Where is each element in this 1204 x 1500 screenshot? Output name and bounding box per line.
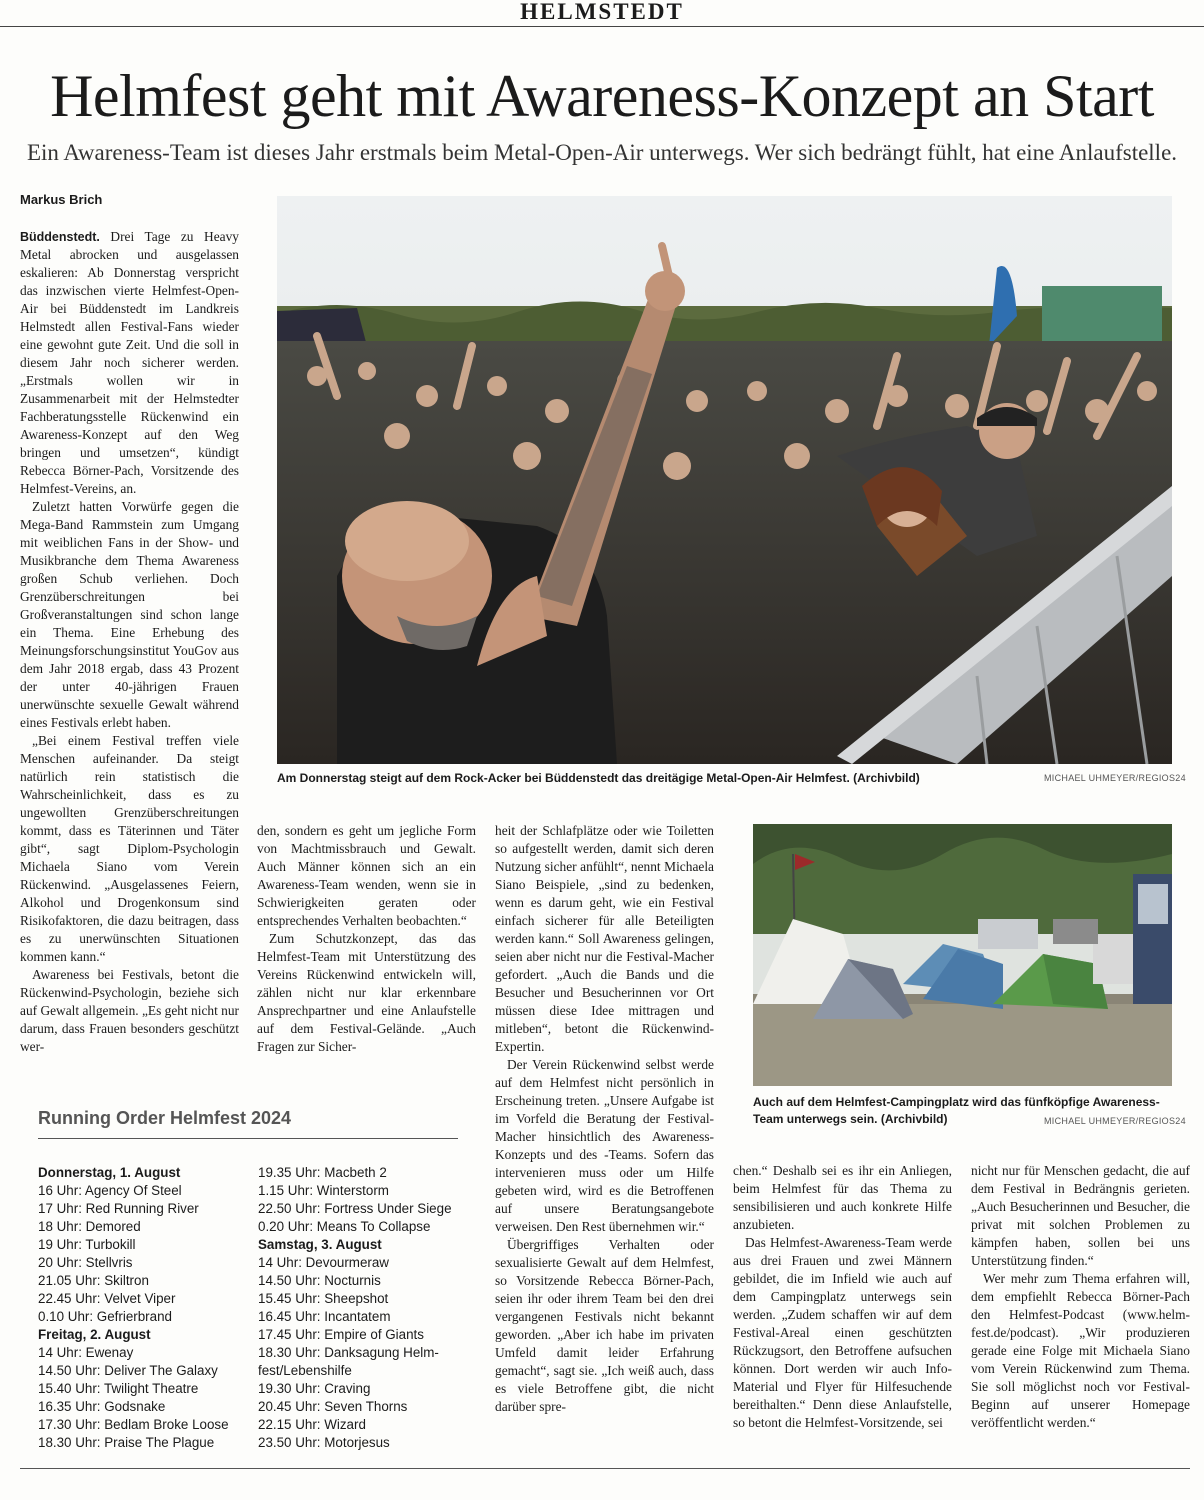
running-order-day: Samstag, 3. August	[258, 1237, 382, 1252]
running-order-slot: 22.50 Uhr: Fortress Under Siege	[258, 1201, 452, 1216]
running-order-slot: 17.45 Uhr: Empire of Giants	[258, 1327, 424, 1342]
running-order-slot: 18.30 Uhr: Praise The Plague	[38, 1435, 215, 1450]
author-byline: Markus Brich	[20, 192, 103, 207]
article-column-4	[733, 1162, 952, 1432]
running-order-slot: 19.35 Uhr: Macbeth 2	[258, 1165, 387, 1180]
running-order-slot: 16.45 Uhr: Incantatem	[258, 1309, 391, 1324]
running-order-slot: 16.35 Uhr: Godsnake	[38, 1399, 166, 1414]
running-order-slot: 15.40 Uhr: Twilight Theatre	[38, 1381, 199, 1396]
section-header	[0, 0, 1204, 27]
running-order-slot: 20 Uhr: Stellvris	[38, 1255, 133, 1270]
running-order-slot: 22.45 Uhr: Velvet Viper	[38, 1291, 176, 1306]
paragraph: Awareness bei Festivals, betont die Rückenwind-Psychologin, beziehe sich auf Gewalt allgemein. „Es geht nicht nur darum, dass Frauen besonders geschützt wer-	[20, 967, 240, 1054]
photo-credit: MICHAEL UHMEYER/REGIOS24	[1044, 773, 1186, 783]
running-order-slot: 15.45 Uhr: Sheepshot	[258, 1291, 389, 1306]
article-column-2	[257, 822, 476, 1056]
photo-caption: Am Donnerstag steigt auf dem Rock-Acker bei Büddenstedt das dreitägige Metal-Open-Air Helmfest. (Archivbild)	[277, 771, 920, 785]
running-order-slot: 19.30 Uhr: Craving	[258, 1381, 371, 1396]
photo-credit: MICHAEL UHMEYER/REGIOS24	[1044, 1116, 1186, 1126]
paragraph: Das Helmfest-Awareness-Team werde aus drei Frauen und zwei Männern gebildet, die im Infield wie auch auf dem Campingplatz unterwegs sein werden. „Zudem schaffen wir auf dem Festival-Areal einen geschützten Rückzugsort, den Betroffene aufsuchen können. Dort werden wir auch Info-Material und Flyer für Hilfesuchende bereithalten.“ Denn diese Anlaufstelle, so betont die Helmfest-Vorsitzende, sei	[733, 1235, 952, 1430]
running-order-slot: 17 Uhr: Red Running River	[38, 1201, 199, 1216]
article-column-3	[495, 822, 714, 1416]
running-order-slot: 0.20 Uhr: Means To Collapse	[258, 1219, 431, 1234]
running-order-slot: 14.50 Uhr: Nocturnis	[258, 1273, 381, 1288]
divider	[38, 1138, 458, 1139]
running-order-slot: 14 Uhr: Ewenay	[38, 1345, 134, 1360]
article-column-5	[971, 1162, 1190, 1432]
paragraph: chen.“ Deshalb sei es ihr ein Anliegen, beim Helmfest für das Thema zu sensibilisieren und auch konkrete Hilfe anzubieten.	[733, 1163, 952, 1232]
running-order-slot: 18 Uhr: Demored	[38, 1219, 141, 1234]
concert-crowd-photo	[277, 196, 1172, 764]
running-order-slot: 1.15 Uhr: Winterstorm	[258, 1183, 389, 1198]
dateline: Büddenstedt.	[20, 230, 100, 244]
running-order-day: Freitag, 2. August	[38, 1327, 151, 1342]
running-order-column-1	[38, 1164, 248, 1452]
running-order-slot: 19 Uhr: Turbokill	[38, 1237, 136, 1252]
running-order-slot: 16 Uhr: Agency Of Steel	[38, 1183, 182, 1198]
paragraph: Büddenstedt. Drei Tage zu Heavy Metal abrocken und ausgelassen eskalieren: Ab Donnerstag verspricht das inzwischen vierte Helmfest-Open-Air bei Büddenstedt im Landkreis Helmstedt allen Festival-Fans wieder eine gewohnt gute Zeit. Und die soll in diesem Jahr noch sicherer werden. „Erstmals wollen wir in Zusammenarbeit mit der Helmstedter Fachberatungsstelle Rückenwind ein Awareness-Konzept auf den Weg bringen und umsetzen“, kündigt Rebecca Börner-Pach, Vorsitzende des Helmfest-Vereins, an.	[20, 229, 239, 496]
running-order-slot: 17.30 Uhr: Bedlam Broke Loose	[38, 1417, 229, 1432]
paragraph: den, sondern es geht um jegliche Form von Machtmissbrauch und Gewalt. Auch Männer können sich an ein Awareness-Team wenden, wenn sie in Schwierigkeiten geraten oder entsprechendes Verhalten beobachten.“	[257, 823, 476, 928]
paragraph: nicht nur für Menschen gedacht, die auf dem Festival in Bedrängnis gerieten. „Auch Besucherinnen und Besucher, die privat mit solchen Problemen zu kämpfen haben, sollen bei uns Unterstützung finden.“	[971, 1163, 1190, 1268]
paragraph: „Bei einem Festival treffen viele Menschen aufeinander. Da steigt natürlich rein statistisch die Wahrscheinlichkeit, dass es zu ungewollten Grenzüberschreitungen kommt, dass es Täterinnen und Täter gibt“, sagt Diplom-Psychologin Michaela Siano vom Verein Rückenwind. „Ausgelassenes Feiern, Alkohol und Drogenkonsum sind Risikofaktoren, die dazu beitragen, dass es zu unerwünschten Situationen kommen kann.“	[20, 733, 239, 964]
headline: Helmfest geht mit Awareness-Konzept an Start	[50, 63, 1154, 129]
running-order-slot: 0.10 Uhr: Gefrierbrand	[38, 1309, 172, 1324]
running-order-slot: 20.45 Uhr: Seven Thorns	[258, 1399, 408, 1414]
campsite-photo	[753, 824, 1172, 1086]
running-order-slot: 23.50 Uhr: Motorjesus	[258, 1435, 390, 1450]
photo-caption: Auch auf dem Helmfest-Campingplatz wird das fünfköpfige Awareness-Team unterwegs sein. (Archivbild)	[753, 1095, 1160, 1126]
running-order-slot: 22.15 Uhr: Wizard	[258, 1417, 366, 1432]
running-order-day: Donnerstag, 1. August	[38, 1165, 181, 1180]
bottom-rule	[20, 1468, 1190, 1469]
running-order-slot: 14.50 Uhr: Deliver The Galaxy	[38, 1363, 218, 1378]
subheadline: Ein Awareness-Team ist dieses Jahr erstmals beim Metal-Open-Air unterwegs. Wer sich bedrängt fühlt, hat eine Anlaufstelle.	[26, 140, 1178, 165]
paragraph: Zuletzt hatten Vorwürfe gegen die Mega-Band Rammstein zum Umgang mit weiblichen Fans in der Show- und Musikbranche dem Thema Awareness großen Schub verliehen. Doch Grenzüberschreitungen bei Großveranstaltungen sind schon lange ein Thema. Eine Erhebung des Meinungsforschungsinstitut YouGov aus dem Jahr 2018 ergab, dass 43 Prozent der unter 40-jährigen Frauen unerwünschte sexuelle Gewalt während eines Festivals erlebt haben.	[20, 499, 239, 730]
section-title: HELMSTEDT	[506, 0, 698, 24]
running-order-column-2	[258, 1164, 468, 1452]
article-column-1	[20, 228, 239, 1056]
paragraph: heit der Schlafplätze oder wie Toiletten so aufgestellt werden, damit sich deren Nutzung sicher anfühlt“, nennt Michaela Siano Beispiele, „sind zu bedenken, wenn es darum geht, wie ein Festival einfach sicherer für alle Beteiligten werden kann.“ Soll Awareness gelingen, seien aber nicht nur die Festival-Macher gefordert. „Auch die Bands und die Besucher und Besucherinnen vor Ort müssen diese Idee mittragen und mitleben“, betont die Rückenwind-Expertin.	[495, 823, 714, 1054]
running-order-slot: 21.05 Uhr: Skiltron	[38, 1273, 149, 1288]
paragraph: Zum Schutzkonzept, das das Helmfest-Team mit Unterstützung des Vereins Rückenwind entwickeln will, zählen nicht nur klar erkennbare Ansprechpartner und eine Anlaufstelle auf dem Festival-Gelände. „Auch Fragen zur Sicher-	[257, 931, 476, 1054]
paragraph: Übergriffiges Verhalten oder sexualisierte Gewalt auf dem Helmfest, so Vorsitzende Rebecca Börner-Pach, seien ihr oder ihrem Team bei den drei vergangenen Festivals nicht bekannt geworden. „Aber ich habe im privaten Umfeld damit leider Erfahrung gemacht“, sagt sie. „Ich weiß auch, dass es viele Betroffene gibt, die nicht darüber spre-	[495, 1237, 714, 1414]
running-order-title: Running Order Helmfest 2024	[38, 1108, 292, 1128]
paragraph: Wer mehr zum Thema erfahren will, dem empfiehlt Rebecca Börner-Pach den Helmfest-Podcast (www.helm-fest.de/podcast). „Wir produzieren gerade eine Folge mit Michaela Siano vom Verein Rückenwind zum Thema. Sie soll möglichst noch vor Festival-Beginn auf unserer Homepage veröffentlicht werden.“	[971, 1271, 1190, 1430]
running-order-slot: fest/Lebenshilfe	[258, 1363, 352, 1378]
running-order-slot: 14 Uhr: Devourmeraw	[258, 1255, 389, 1270]
running-order-slot: 18.30 Uhr: Danksagung Helm-	[258, 1345, 439, 1360]
paragraph: Der Verein Rückenwind selbst werde auf dem Helmfest nicht persönlich in Erscheinung treten. „Unsere Aufgabe ist im Vorfeld die Beratung der Festival-Macher hinsichtlich des Awareness-Konzepts und des -Teams. Sofern das intervenieren muss oder um Hilfe gebeten wird, wird es die Betroffenen auf unsere Beratungsangebote verweisen. Den Rest übernehmen wir.“	[495, 1057, 714, 1234]
